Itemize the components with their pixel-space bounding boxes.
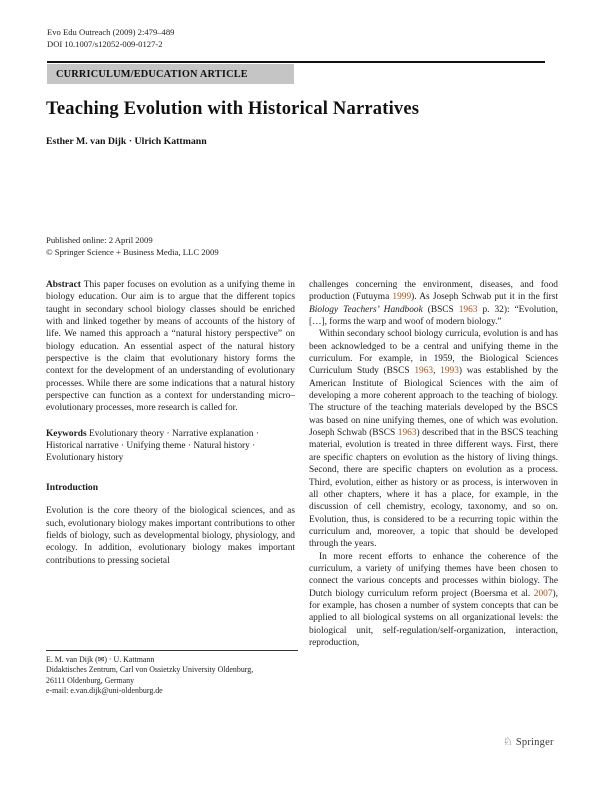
right-column	[309, 279, 558, 649]
footnote-authors: E. M. van Dijk (✉) · U. Kattmann	[46, 655, 155, 664]
journal-citation: Evo Edu Outreach (2009) 2:479–489	[47, 27, 175, 37]
citation-link[interactable]: 2007	[533, 588, 553, 599]
keywords-block	[46, 428, 295, 465]
header-rule	[47, 61, 545, 63]
footnote-email: e-mail: e.van.dijk@uni-oldenburg.de	[46, 685, 163, 695]
body-text: p. 32): “Evolution, […], forms the warp and woof of modern biology.”	[309, 304, 558, 328]
keywords-label: Keywords	[46, 428, 87, 439]
abstract-paragraph	[46, 279, 295, 415]
springer-logo	[503, 737, 554, 748]
page-header	[47, 26, 174, 50]
body-text: ,	[433, 366, 441, 377]
copyright-line: © Springer Science + Business Media, LLC 2009	[46, 247, 219, 257]
body-text: challenges concerning the environment, diseases, and food production (Futuyma	[309, 280, 558, 303]
body-paragraph	[309, 328, 558, 550]
italic-text: Biology Teachers’ Handbook	[309, 304, 423, 315]
citation-link[interactable]: 1963	[458, 304, 478, 315]
citation-link[interactable]: 1963	[397, 428, 417, 439]
body-paragraph	[309, 279, 558, 328]
article-type-banner	[47, 64, 294, 84]
article-title: Teaching Evolution with Historical Narratives	[46, 99, 420, 119]
doi: DOI 10.1007/s12052-009-0127-2	[47, 39, 163, 49]
author-names: Esther M. van Dijk · Ulrich Kattmann	[46, 136, 207, 147]
citation-link[interactable]: 1993	[440, 366, 459, 377]
body-text: ), for example, has chosen a number of system concepts that can be applied to all biological systems on all organizational levels: the biological unit, self-regulation/self-organization, interaction, reproduction,	[309, 588, 558, 648]
footnote-affiliation: Didaktisches Zentrum, Carl von Ossietzky University Oldenburg,	[46, 665, 254, 675]
article-type-label: CURRICULUM/EDUCATION ARTICLE	[56, 68, 248, 80]
springer-horse-icon: ♘	[503, 736, 513, 748]
body-text: ) described that in the BSCS teaching material, evolution is treated in three different ways. First, there are specific chapters on evolution as the history of living things. Second, there are specific chapters on evolution as a process. Third, evolution, either as history or as process, is interwoven in all other chapters, where it has a place, for example, in the discussion of cell chemistry, ecology, taxonomy, and so on. Evolution, thus, is considered to be a recurring topic within the curriculum and, moreover, a topic that should be developed through the years.	[309, 428, 558, 550]
citation-link[interactable]: 1999	[392, 292, 412, 303]
keywords-list: Evolutionary theory · Narrative explanation · Historical narrative · Unifying theme · Natural history · Evolutionary history	[46, 428, 259, 464]
introduction-paragraph: Evolution is the core theory of the biological sciences, and as such, evolutionary biology makes important contributions to other fields of biology, such as developmental biology, physiology, and ecology. In addition, evolutionary biology makes important contributions to pressing societal	[46, 506, 295, 566]
section-heading-introduction: Introduction	[46, 481, 99, 493]
body-paragraph	[309, 551, 558, 650]
abstract-text: This paper focuses on evolution as a unifying theme in biology education. Our aim is to argue that the different topics taught in secondary school biology classes should be enriched with and linked together by means of accounts of the history of life. We named this approach a “natural history perspective” on biology education. An essential aspect of the natural history perspective is the claim that evolutionary history forms the context for the development of an understanding of evolutionary processes. While there are some indications that a natural history perspective can function as a context for understanding micro–evolutionary processes, more research is called for.	[46, 280, 295, 414]
left-column	[46, 279, 295, 567]
body-text: ). As Joseph Schwab put it in the first	[411, 292, 558, 303]
footnote-address: 26111 Oldenburg, Germany	[46, 675, 135, 685]
footnote-rule	[46, 650, 298, 651]
body-text: Within secondary school biology curricula, evolution is and has been acknowledged to be a central and unifying theme in the curriculum. For example, in 1959, the Biological Sciences Curriculum Study (BSCS	[309, 329, 558, 377]
citation-link[interactable]: 1963	[414, 366, 434, 377]
body-text: In more recent efforts to enhance the coherence of the curriculum, a variety of unifying themes have been chosen to connect the various concepts and processes within biology. The Dutch biology curriculum reform project (Boersma et al.	[309, 551, 558, 599]
springer-wordmark: Springer	[515, 737, 554, 748]
body-text: (BSCS	[422, 304, 459, 315]
published-online-date: Published online: 2 April 2009	[46, 235, 153, 245]
publication-info	[46, 234, 219, 258]
abstract-label: Abstract	[46, 280, 81, 290]
body-text: ) was established by the American Institute of Biological Sciences with the aim of developing a more coherent approach to the teaching of biology. The structure of the teaching materials developed by the BSCS was based on nine unifying themes, one of which was evolution. Joseph Schwab (BSCS	[309, 366, 559, 439]
corresponding-author-footnote	[46, 650, 298, 696]
